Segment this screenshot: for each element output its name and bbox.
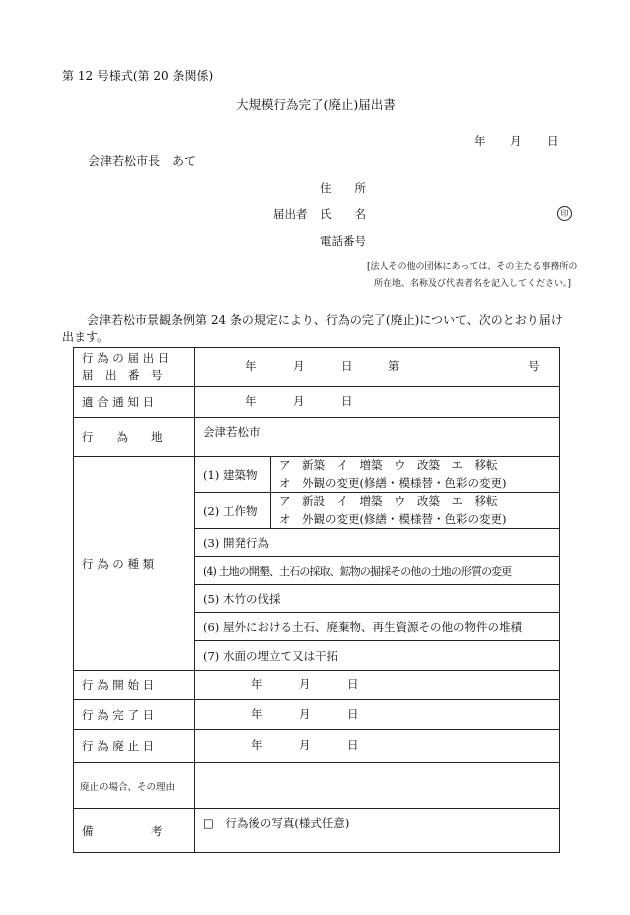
kind-outdoor-storage[interactable] [195,613,559,641]
abolish-reason-label: 廃止の場合、その理由 [74,763,195,809]
kind-structure-line2: オ 外観の変更(修繕・模様替・色彩の変更) [279,511,507,526]
row-action-kind [74,457,560,671]
notif-day: 日 [341,359,353,373]
kind-structure[interactable] [195,493,559,529]
notif-year: 年 [245,359,257,373]
complete-year: 年 [251,707,263,721]
start-date-value-cell[interactable] [195,671,560,700]
remarks-value[interactable]: □ 行為後の写真(様式任意) [195,809,560,853]
row-location [74,418,560,457]
abolish-date-label: 行 為 廃 止 日 [74,730,195,763]
start-date-label: 行 為 開 始 日 [74,671,195,700]
corporation-note-line1: [法人その他の団体にあっては、その主たる事務所の [367,262,578,272]
kind-structure-label: (2) 工作物 [195,493,271,528]
kind-land-change-label: (4) 土地の開墾、土石の採取、鉱物の掘採その他の土地の形質の変更 [203,564,512,578]
form-number: 第 12 号様式(第 20 条関係) [62,69,214,83]
start-year: 年 [251,677,263,691]
complete-date-label: 行 為 完 了 日 [74,700,195,730]
conf-month: 月 [293,394,305,408]
row-notification-date [74,348,560,387]
notif-dai: 第 [388,359,400,373]
address-label: 住 所 [320,181,366,195]
location-value[interactable]: 会津若松市 [195,418,560,457]
kind-land-change[interactable] [195,557,559,585]
action-kind-label: 行 為 の 種 類 [74,457,195,671]
kind-structure-line1: ア 新設 イ 増築 ウ 改築 エ 移転 [279,493,498,508]
row-remarks [74,809,560,853]
kind-building-line1: ア 新築 イ 増築 ウ 改築 エ 移転 [279,457,498,472]
kind-development[interactable] [195,529,559,557]
abolish-date-value-cell[interactable] [195,730,560,763]
row-abolish-reason [74,763,560,809]
kind-outdoor-storage-label: (6) 屋外における土石、廃棄物、再生資源その他の物件の堆積 [203,619,522,634]
start-day: 日 [347,677,359,691]
phone-label: 電話番号 [320,234,366,248]
intro-line1: 会津若松市景観条例第 24 条の規定により、行為の完了(廃止)について、次のとおり届け [87,313,563,327]
seal-mark [557,206,572,221]
notification-date-label-cell [74,348,195,387]
conformity-date-value-cell[interactable] [195,387,560,418]
notif-go: 号 [528,359,540,373]
abolish-reason-value[interactable] [195,763,560,809]
conformity-date-label: 適 合 通 知 日 [74,387,195,418]
applicant-role-label: 届出者 [273,207,308,221]
kind-reclamation-label: (7) 水面の埋立て又は干拓 [203,648,338,663]
abolish-year: 年 [251,738,263,752]
notification-date-label: 行 為 の 届 出 日 [82,350,170,365]
kind-building[interactable] [195,457,559,493]
kind-tree-felling[interactable] [195,585,559,613]
kind-building-label: (1) 建築物 [195,457,271,492]
action-kind-options [195,457,560,671]
conf-year: 年 [245,394,257,408]
complete-month: 月 [299,707,311,721]
notif-month: 月 [293,359,305,373]
date-year: 年 [474,134,486,148]
conf-day: 日 [341,394,353,408]
date-day: 日 [547,134,559,148]
addressee: 会津若松市長 あて [88,154,197,168]
notification-date-value-cell[interactable] [195,348,560,387]
kind-building-line2: オ 外観の変更(修繕・模様替・色彩の変更) [279,475,507,490]
notification-number-label: 届 出 番 号 [82,368,163,382]
kind-reclamation[interactable] [195,641,559,670]
kind-development-label: (3) 開発行為 [203,535,269,550]
row-complete-date [74,700,560,730]
notification-form-table [73,347,560,853]
row-start-date [74,671,560,700]
complete-day: 日 [347,707,359,721]
abolish-month: 月 [299,738,311,752]
location-label: 行 為 地 [74,418,195,457]
date-month: 月 [510,134,522,148]
row-abolish-date [74,730,560,763]
intro-line2: 出ます。 [62,330,110,344]
form-title: 大規模行為完了(廃止)届出書 [236,97,396,112]
abolish-day: 日 [347,738,359,752]
kind-tree-felling-label: (5) 木竹の伐採 [203,591,281,606]
start-month: 月 [299,677,311,691]
seal-text: 印 [560,208,569,218]
name-label: 氏 名 [320,207,366,221]
corporation-note-line2: 所在地、名称及び代表者名を記入してください。] [374,279,572,289]
row-conformity-date [74,387,560,418]
complete-date-value-cell[interactable] [195,700,560,730]
remarks-label: 備 考 [74,809,195,853]
